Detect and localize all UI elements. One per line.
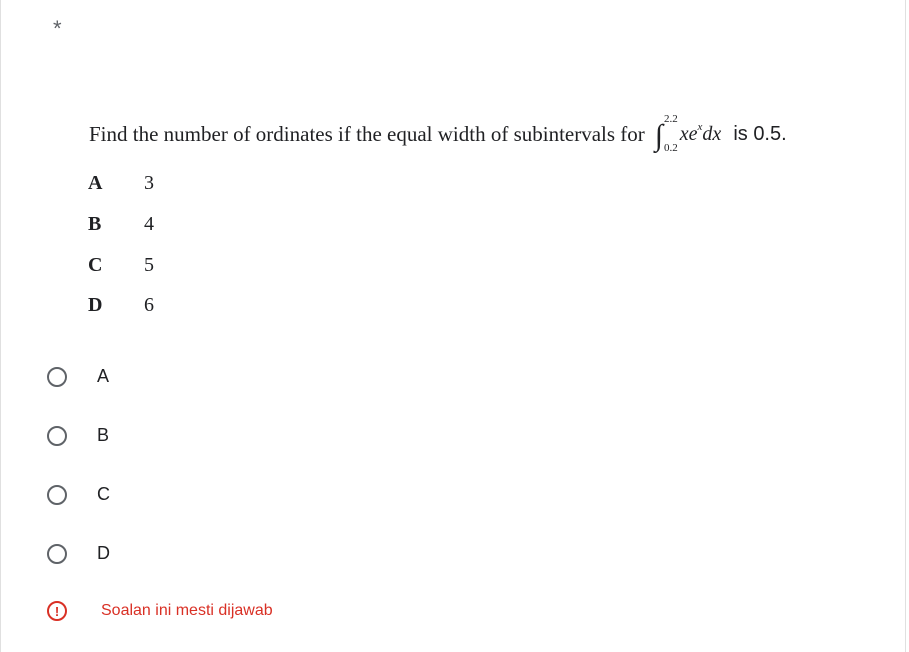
integral-expression <box>655 114 722 154</box>
integral-limits <box>664 114 678 154</box>
choice-row <box>88 213 154 236</box>
question-text <box>89 114 787 154</box>
radio-button[interactable] <box>47 544 67 564</box>
radio-button[interactable] <box>47 485 67 505</box>
choice-value: 5 <box>144 254 154 276</box>
error-message: Soalan ini mesti dijawab <box>101 602 273 619</box>
choice-value: 4 <box>144 213 154 235</box>
required-marker: * <box>53 16 62 41</box>
choice-row <box>88 172 154 195</box>
choice-letter: A <box>88 172 103 194</box>
choice-row <box>88 294 154 317</box>
integrand-exponent: x <box>697 120 703 133</box>
radio-option-d[interactable] <box>47 543 110 564</box>
integrand-base: xe <box>679 122 698 145</box>
choice-value: 3 <box>144 172 154 194</box>
radio-button[interactable] <box>47 367 67 387</box>
radio-label[interactable]: D <box>97 543 110 563</box>
choice-letter: B <box>88 213 102 235</box>
radio-option-c[interactable] <box>47 484 110 505</box>
choice-value: 6 <box>144 294 154 316</box>
choice-letter: C <box>88 254 103 276</box>
choice-row <box>88 254 154 277</box>
integrand <box>679 120 722 146</box>
radio-option-b[interactable] <box>47 425 109 446</box>
radio-label[interactable]: C <box>97 484 110 504</box>
validation-error <box>47 601 273 621</box>
radio-label[interactable]: B <box>97 425 110 445</box>
radio-label[interactable]: A <box>97 366 110 386</box>
integral-lower-limit: 0.2 <box>664 142 678 154</box>
choice-letter: D <box>88 294 103 316</box>
radio-option-a[interactable] <box>47 366 109 387</box>
integral-differential: dx <box>702 122 722 145</box>
question-text-after: is 0.5. <box>733 122 787 145</box>
integral-sign: ∫ <box>654 119 664 152</box>
integral-upper-limit: 2.2 <box>664 113 678 125</box>
error-icon: ! <box>47 601 67 621</box>
question-text-before: Find the number of ordinates if the equal width of subintervals for <box>89 121 645 146</box>
radio-button[interactable] <box>47 426 67 446</box>
